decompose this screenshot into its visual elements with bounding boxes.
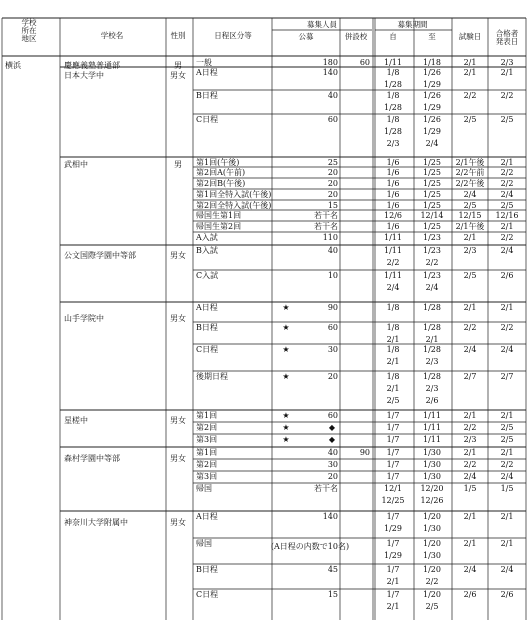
period-from: 2/5 [386,396,400,405]
result-date: 2/1 [500,448,514,457]
recruit-note: (A日程の内数で10名) [270,542,350,551]
exam-date: 2/1午後 [455,222,485,231]
period-from: 1/28 [384,103,402,112]
exam-date: 2/5 [463,115,477,124]
header-to: 至 [428,32,436,41]
period-to: 2/5 [425,602,439,611]
schedule-label: A入試 [196,233,218,242]
school-name: 日本大学中 [64,71,104,80]
schedule-label: 帰国 [196,484,212,493]
period-to: 2/4 [425,283,439,292]
header-region: 学校 所在 地区 [21,18,37,43]
period-from: 1/11 [384,271,402,280]
recruit-count: 30 [327,345,338,354]
period-to: 1/11 [423,435,441,444]
period-from: 1/8 [386,323,400,332]
period-from: 1/28 [384,127,402,136]
result-date: 2/5 [500,115,514,124]
period-to: 1/20 [423,539,441,548]
period-from: 1/6 [386,158,400,167]
period-to: 2/4 [425,139,439,148]
result-date: 2/1 [500,303,514,312]
period-from: 1/7 [386,590,400,599]
schedule-label: 帰国生第2回 [196,222,242,231]
period-to: 1/23 [423,271,441,280]
schedule-label: 帰国 [196,539,212,548]
period-to: 1/26 [423,91,441,100]
result-date: 2/1 [500,539,514,548]
star-mark: ★ [282,323,290,332]
header-school-name: 学校名 [100,31,124,40]
period-from: 1/6 [386,201,400,210]
schedule-label: 第3回 [196,472,218,481]
result-date: 2/4 [500,472,514,481]
recruit-count: 20 [327,372,338,381]
period-to: 1/29 [423,103,441,112]
period-to: 12/26 [420,496,444,505]
schedule-label: 第2回B(午後) [196,179,246,188]
period-from: 1/7 [386,565,400,574]
school-name: 星槎中 [64,416,88,425]
result-date: 2/1 [500,512,514,521]
exam-date: 2/1 [463,512,477,521]
result-date: 2/4 [500,190,514,199]
period-from: 1/8 [386,68,400,77]
period-from: 1/7 [386,411,400,420]
period-to: 1/28 [423,323,441,332]
exam-date: 2/7 [463,372,477,381]
exam-date: 2/2 [463,460,477,469]
recruit-count: 20 [327,190,338,199]
school-name: 公文国際学園中等部 [64,251,136,260]
period-from: 1/11 [384,246,402,255]
school-gender: 男女 [170,71,186,80]
period-to: 1/25 [423,168,441,177]
period-from: 1/7 [386,539,400,548]
period-from: 1/6 [386,190,400,199]
exam-date: 2/1午後 [455,158,485,167]
recruit-count: 20 [327,472,338,481]
result-date: 2/1 [500,411,514,420]
result-date: 2/1 [500,68,514,77]
period-to: 1/30 [423,472,441,481]
schedule-label: B日程 [196,323,218,332]
schedule-label: A日程 [196,68,218,77]
period-to: 1/20 [423,512,441,521]
diamond-mark: ◆ [328,435,336,444]
school-name: 森村学園中等部 [64,454,120,463]
result-date: 2/3 [500,58,514,67]
exam-date: 2/1 [463,411,477,420]
period-to: 12/20 [420,484,444,493]
recruit-count: 140 [322,512,338,521]
period-to: 1/30 [423,448,441,457]
period-to: 1/30 [423,551,441,560]
period-to: 1/11 [423,423,441,432]
school-name: 神奈川大学附属中 [64,518,128,527]
period-to: 1/28 [423,345,441,354]
period-from: 1/11 [384,233,402,242]
result-date: 2/1 [500,222,514,231]
recruit-count: 40 [327,448,338,457]
schedule-label: A日程 [196,303,218,312]
recruit-count: 45 [327,565,338,574]
period-to: 1/26 [423,68,441,77]
schedule-label: C日程 [196,115,219,124]
period-from: 2/1 [386,577,400,586]
schedule-label: 第2回全特入試(午後) [196,201,272,210]
recruit-count: 90 [327,303,338,312]
schedule-label: 第1回全特入試(午後) [196,190,272,199]
result-date: 2/2 [500,91,514,100]
result-date: 2/4 [500,345,514,354]
recruit-count: 60 [327,115,338,124]
recruit-count: 20 [327,168,338,177]
result-date: 2/5 [500,435,514,444]
result-date: 2/4 [500,565,514,574]
header-public: 公募 [298,32,314,41]
exam-date: 2/2午前 [455,168,485,177]
exam-date: 2/4 [463,472,477,481]
exam-date: 2/4 [463,345,477,354]
period-to: 1/25 [423,222,441,231]
star-mark: ★ [282,435,290,444]
result-date: 2/2 [500,323,514,332]
schedule-label: B入試 [196,246,218,255]
period-to: 1/20 [423,565,441,574]
period-to: 2/2 [425,577,439,586]
schedule-label: 一般 [196,58,212,67]
recruit-count: 若干名 [314,222,338,231]
period-from: 1/6 [386,179,400,188]
period-from: 12/1 [384,484,402,493]
result-date: 2/7 [500,372,514,381]
result-date: 2/2 [500,179,514,188]
header-from: 自 [389,32,397,41]
recruit-count: 140 [322,68,338,77]
period-to: 1/28 [423,303,441,312]
result-date: 2/5 [500,201,514,210]
schedule-label: A日程 [196,512,218,521]
period-from: 2/3 [386,139,400,148]
recruit-count: 若干名 [314,484,338,493]
recruit-count: 15 [327,201,338,210]
school-gender: 男女 [170,518,186,527]
period-to: 1/23 [423,246,441,255]
period-from: 1/7 [386,448,400,457]
concurrent-count: 60 [359,58,370,67]
schedule-label: 第2回A(午前) [196,168,246,177]
period-to: 1/11 [423,411,441,420]
exam-date: 2/1 [463,303,477,312]
star-mark: ★ [282,411,290,420]
period-to: 1/25 [423,201,441,210]
result-date: 2/2 [500,460,514,469]
header-schedule: 日程区分等 [214,31,252,40]
exam-date: 2/1 [463,68,477,77]
period-from: 2/1 [386,602,400,611]
period-to: 1/20 [423,590,441,599]
school-name: 武相中 [64,160,88,169]
schedule-label: 第1回 [196,448,218,457]
exam-date: 2/4 [463,565,477,574]
period-to: 2/3 [425,357,439,366]
exam-date: 2/4 [463,190,477,199]
school-name: 慶應義塾普通部 [64,61,120,70]
period-from: 1/8 [386,372,400,381]
schedule-label: 帰国生第1回 [196,211,242,220]
exam-date: 2/1 [463,539,477,548]
school-name: 山手学院中 [64,314,104,323]
period-to: 12/14 [420,211,444,220]
schedule-label: 第1回(午後) [196,158,240,167]
exam-date: 2/1 [463,58,477,67]
star-mark: ★ [282,303,290,312]
header-exam-date: 試験日 [458,32,482,41]
region-value: 横浜 [5,61,21,70]
period-to: 1/18 [423,58,441,67]
period-from: 1/6 [386,222,400,231]
schedule-label: B日程 [196,565,218,574]
period-to: 1/30 [423,460,441,469]
period-from: 1/8 [386,345,400,354]
exam-date: 2/5 [463,201,477,210]
period-from: 1/28 [384,80,402,89]
period-from: 2/1 [386,335,400,344]
period-to: 1/28 [423,372,441,381]
schedule-label: 第3回 [196,435,218,444]
schedule-label: C入試 [196,271,219,280]
school-gender: 男 [174,160,182,169]
concurrent-count: 90 [359,448,370,457]
period-from: 1/8 [386,91,400,100]
exam-date: 2/2 [463,323,477,332]
period-from: 2/4 [386,283,400,292]
schedule-label: B日程 [196,91,218,100]
star-mark: ★ [282,372,290,381]
exam-date: 2/2 [463,91,477,100]
period-to: 1/29 [423,127,441,136]
recruit-count: 若干名 [314,211,338,220]
period-to: 2/3 [425,384,439,393]
result-date: 12/16 [495,211,519,220]
schedule-label: 第2回 [196,423,218,432]
exam-date: 2/2 [463,423,477,432]
school-gender: 男女 [170,454,186,463]
exam-date: 2/2午後 [455,179,485,188]
period-from: 1/11 [384,58,402,67]
period-from: 1/29 [384,551,402,560]
exam-date: 2/5 [463,271,477,280]
period-to: 1/25 [423,190,441,199]
period-from: 1/6 [386,168,400,177]
recruit-count: 15 [327,590,338,599]
period-from: 1/7 [386,460,400,469]
schedule-label: C日程 [196,590,219,599]
result-date: 2/6 [500,590,514,599]
period-from: 2/1 [386,357,400,366]
period-from: 1/7 [386,512,400,521]
period-from: 1/7 [386,435,400,444]
recruit-count: 10 [327,271,338,280]
period-to: 1/23 [423,233,441,242]
recruit-count: 30 [327,460,338,469]
period-from: 12/6 [384,211,402,220]
exam-date: 2/1 [463,233,477,242]
recruit-count: 60 [327,323,338,332]
exam-date: 2/1 [463,448,477,457]
period-to: 2/1 [425,335,439,344]
schedule-label: 後期日程 [196,372,228,381]
result-date: 2/6 [500,271,514,280]
exam-date: 2/6 [463,590,477,599]
period-to: 1/30 [423,524,441,533]
period-from: 2/1 [386,384,400,393]
period-to: 1/26 [423,115,441,124]
period-to: 2/2 [425,258,439,267]
school-gender: 男女 [170,314,186,323]
result-date: 2/4 [500,246,514,255]
star-mark: ★ [282,345,290,354]
school-gender: 男女 [170,416,186,425]
result-date: 2/5 [500,423,514,432]
period-from: 2/2 [386,258,400,267]
recruit-count: 40 [327,91,338,100]
header-announce: 合格者 発表日 [495,29,519,46]
recruit-count: 25 [327,158,338,167]
recruit-count: 40 [327,246,338,255]
school-gender: 男女 [170,251,186,260]
header-application-period: 募集期間 [397,20,428,29]
result-date: 1/5 [500,484,514,493]
period-from: 1/7 [386,423,400,432]
header-gender: 性別 [170,31,186,40]
period-from: 12/25 [381,496,405,505]
recruit-count: 180 [322,58,338,67]
result-date: 2/1 [500,158,514,167]
header-recruit-count: 募集人員 [307,20,337,29]
exam-date: 2/3 [463,246,477,255]
period-to: 2/6 [425,396,439,405]
result-date: 2/2 [500,168,514,177]
recruit-count: 20 [327,179,338,188]
header-concurrent: 併設校 [344,32,368,41]
exam-date: 12/15 [458,211,482,220]
recruit-count: 60 [327,411,338,420]
period-from: 1/8 [386,115,400,124]
period-to: 1/25 [423,158,441,167]
exam-date: 1/5 [463,484,477,493]
schedule-label: 第1回 [196,411,218,420]
result-date: 2/2 [500,233,514,242]
period-to: 1/29 [423,80,441,89]
schedule-label: 第2回 [196,460,218,469]
period-from: 1/29 [384,524,402,533]
period-from: 1/8 [386,303,400,312]
star-mark: ★ [282,423,290,432]
diamond-mark: ◆ [328,423,336,432]
period-to: 1/25 [423,179,441,188]
period-from: 1/7 [386,472,400,481]
exam-date: 2/3 [463,435,477,444]
recruit-count: 110 [322,233,338,242]
schedule-label: C日程 [196,345,219,354]
school-gender: 男 [174,61,182,70]
